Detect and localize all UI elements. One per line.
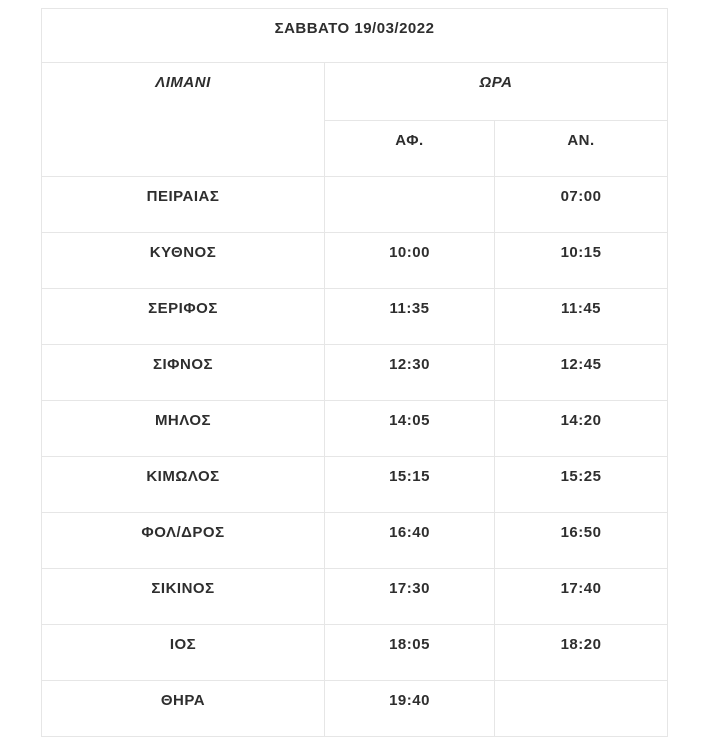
- column-group-header-row: [42, 63, 668, 121]
- departure-time-cell: 07:00: [495, 177, 668, 233]
- arrival-time-cell: 10:00: [325, 233, 495, 289]
- arrival-time-cell: 16:40: [325, 513, 495, 569]
- departure-time-cell: 11:45: [495, 289, 668, 345]
- port-cell: ΦΟΛ/ΔΡΟΣ: [42, 513, 325, 569]
- port-cell: ΣΙΦΝΟΣ: [42, 345, 325, 401]
- date-title-row: [42, 9, 668, 63]
- departure-time-cell: 15:25: [495, 457, 668, 513]
- timetable-row: [42, 345, 668, 401]
- timetable-row: [42, 625, 668, 681]
- time-column-group-header: ΩΡΑ: [325, 63, 668, 121]
- timetable-row: [42, 401, 668, 457]
- timetable-row: [42, 233, 668, 289]
- arrival-time-cell: 11:35: [325, 289, 495, 345]
- timetable-row: [42, 681, 668, 737]
- port-cell: ΠΕΙΡΑΙΑΣ: [42, 177, 325, 233]
- departure-time-cell: 16:50: [495, 513, 668, 569]
- ferry-timetable: [41, 8, 668, 737]
- timetable-row: [42, 569, 668, 625]
- port-cell: ΘΗΡΑ: [42, 681, 325, 737]
- departure-time-cell: [495, 681, 668, 737]
- timetable-row: [42, 289, 668, 345]
- timetable-header: [42, 9, 668, 177]
- departure-time-cell: 17:40: [495, 569, 668, 625]
- departure-time-cell: 10:15: [495, 233, 668, 289]
- departure-time-cell: 12:45: [495, 345, 668, 401]
- port-cell: ΚΥΘΝΟΣ: [42, 233, 325, 289]
- arrival-time-cell: 17:30: [325, 569, 495, 625]
- arrival-time-cell: 14:05: [325, 401, 495, 457]
- port-cell: ΚΙΜΩΛΟΣ: [42, 457, 325, 513]
- departure-time-cell: 18:20: [495, 625, 668, 681]
- timetable-row: [42, 177, 668, 233]
- timetable-body: [42, 177, 668, 737]
- arrival-time-cell: 12:30: [325, 345, 495, 401]
- arrival-column-header: ΑΦ.: [325, 121, 495, 177]
- port-cell: ΙΟΣ: [42, 625, 325, 681]
- arrival-time-cell: [325, 177, 495, 233]
- arrival-time-cell: 19:40: [325, 681, 495, 737]
- timetable-row: [42, 513, 668, 569]
- port-cell: ΜΗΛΟΣ: [42, 401, 325, 457]
- departure-time-cell: 14:20: [495, 401, 668, 457]
- arrival-time-cell: 18:05: [325, 625, 495, 681]
- port-cell: ΣΙΚΙΝΟΣ: [42, 569, 325, 625]
- port-cell: ΣΕΡΙΦΟΣ: [42, 289, 325, 345]
- arrival-time-cell: 15:15: [325, 457, 495, 513]
- departure-column-header: ΑΝ.: [495, 121, 668, 177]
- port-column-header: ΛΙΜΑΝΙ: [42, 63, 325, 177]
- timetable-row: [42, 457, 668, 513]
- timetable-date-title: ΣΑΒΒΑΤΟ 19/03/2022: [42, 9, 668, 63]
